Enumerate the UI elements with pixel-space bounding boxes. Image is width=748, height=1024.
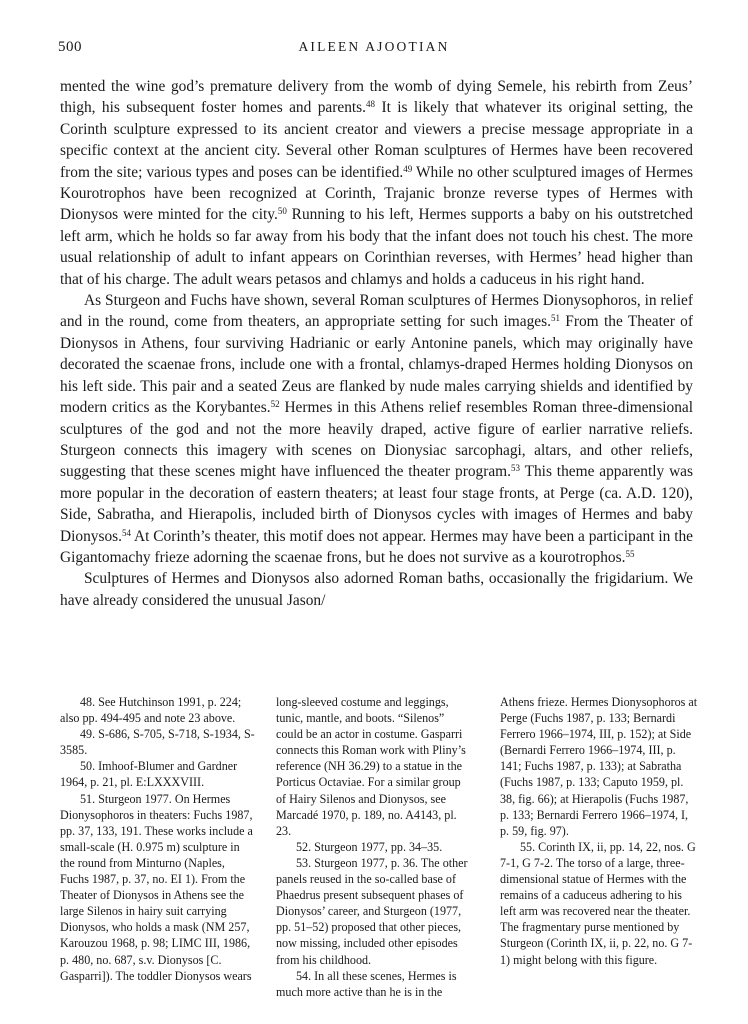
body-text-run: mented the wine god’s premature delivery from the womb of dying Semele, his rebirth from Zeus’ thigh, his subsequent foster homes and parents. <box>60 78 693 117</box>
footnote: 53. Sturgeon 1977, p. 36. The other panels reused in the so-called base of Phaedrus present subsequent phases of Dionysos’ career, and Sturgeon (1977, pp. 51–52) proposed that other pieces, now missing, included other episodes from his childhood. <box>276 855 468 967</box>
footnote: 48. See Hutchinson 1991, p. 224; also pp. 494-495 and note 23 above. <box>60 695 242 726</box>
main-text <box>60 76 693 611</box>
footnote-column-3 <box>500 694 700 968</box>
footnote: 52. Sturgeon 1977, pp. 34–35. <box>296 839 443 854</box>
footnote-reference: 55 <box>625 548 635 559</box>
footnote: 50. Imhoof-Blumer and Gardner 1964, p. 21, pl. E:LXXXVIII. <box>60 759 238 790</box>
footnote-column-2 <box>276 694 472 1000</box>
footnote-reference: 52 <box>270 399 280 410</box>
body-text-run: Hermes in this Athens relief resembles Roman three-dimensional sculptures of the god and not the more heavily draped, active figure of earlier narrative reliefs. Sturgeon connects this imagery with scenes on Dionysiac sarcophagi, altars, and other reliefs, suggesting that these scenes might have influenced the theater program. <box>60 399 693 481</box>
body-text-run: Running to his left, Hermes supports a baby on his outstretched left arm, which he holds so far away from his body that the infant does not touch his chest. The more usual relationship of adult to infant appears on Corinthian reverses, with Hermes’ head higher than that of his charge. The adult wears petasos and chlamys and holds a caduceus in his right hand. <box>60 206 693 288</box>
footnote-reference: 54 <box>122 527 131 538</box>
footnote: 51. Sturgeon 1977. On Hermes Dionysophoros in theaters: Fuchs 1987, pp. 37, 133, 191. These works include a small-scale (H. 0.975 m) sculpture in the round from Minturno (Naples, Fuchs 1987, p. 37, no. EI 1). From the Theater of Dionysos in Athens see the large Silenos in hairy suit carrying Dionysos, who holds a mask (NM 257, Karouzou 1968, p. 98; LIMC III, 1986, p. 480, no. 687, s.v. Dionysos [C. Gasparri]). The toddler Dionysos wears <box>60 791 253 983</box>
footnote: 49. S-686, S-705, S-718, S-1934, S-3585. <box>60 727 255 758</box>
body-text-run: While no other sculptured images of Hermes Kourotrophos have been recognized at Corinth, Trajanic bronze reverse types of Hermes with Dionysos were minted for the city. <box>60 163 693 224</box>
body-paragraph <box>60 76 693 290</box>
footnote-column-1 <box>60 694 256 984</box>
footnote-continuation: long-sleeved costume and leggings, tunic, mantle, and boots. “Silenos” could be an actor in costume. Gasparri connects this Roman work with Pliny’s reference (NH 36.29) to a statue in the Porticus Octaviae. For a similar group of Hairy Silenos and Dionysos, see Marcadé 1970, p. 189, no. A4143, pl. 23. <box>276 695 466 838</box>
body-text-run: It is likely that whatever its original setting, the Corinth sculpture expressed to its ancient creator and viewers a precise message appropriate in a specific context at the ancient city. Several other Roman sculptures of Hermes have been recovered from the site; various types and poses can be identified. <box>60 99 693 181</box>
footnote-reference: 49 <box>403 163 413 174</box>
body-text-run: This theme apparently was more popular in the decoration of eastern theaters; at least four stage fronts, at Perge (ca. A.D. 120), Side, Sabratha, and Hierapolis, included birth of Dionysos cycles with images of Hermes and baby Dionysos. <box>60 463 693 545</box>
footnote: 55. Corinth IX, ii, pp. 14, 22, nos. G 7-1, G 7-2. The torso of a large, three-dimensional statue of Hermes with the remains of a caduceus adhering to his left arm was recovered near the theater. The fragmentary purse mentioned by Sturgeon (Corinth IX, ii, p. 22, no. G 7-1) might belong with this figure. <box>500 839 696 967</box>
body-text-run: From the Theater of Dionysos in Athens, four surviving Hadrianic or early Antonine panels, which may originally have decorated the scaenae frons, include one with a frontal, chlamys-draped Hermes holding Dionysos on his left side. This pair and a seated Zeus are flanked by nude males carrying shields and identified by modern critics as the Korybantes. <box>60 313 693 417</box>
body-paragraph <box>60 290 693 568</box>
body-text-run: Sculptures of Hermes and Dionysos also adorned Roman baths, occasionally the frigidarium. We have already considered the unusual Jason/ <box>60 570 693 609</box>
footnote-reference: 51 <box>550 313 560 324</box>
page-header <box>58 39 690 61</box>
body-text-run: As Sturgeon and Fuchs have shown, several Roman sculptures of Hermes Dionysophoros, in relief and in the round, come from theaters, an appropriate setting for such images. <box>60 292 693 331</box>
body-text-run: At Corinth’s theater, this motif does not appear. Hermes may have been a participant in the Gigantomachy frieze adorning the scaenae frons, but he does not survive as a kourotrophos. <box>60 527 693 566</box>
footnote-reference: 53 <box>511 463 520 474</box>
body-paragraph <box>60 568 693 611</box>
footnote-reference: 48 <box>366 99 376 110</box>
footnote: 54. In all these scenes, Hermes is much more active than he is in the <box>276 968 457 999</box>
running-head: AILEEN AJOOTIAN <box>298 39 450 54</box>
footnote-continuation: Athens frieze. Hermes Dionysophoros at Perge (Fuchs 1987, p. 133; Bernardi Ferrero 1966–1974, III, p. 152); at Side (Bernardi Ferrero 1966–1974, III, p. 141; Fuchs 1987, p. 133); at Sabratha (Fuchs 1987, p. 133; Caputo 1959, pl. 38, fig. 66); at Hierapolis (Fuchs 1987, p. 133; Bernardi Ferrero 1966–1974, I, p. 59, fig. 97). <box>500 695 698 838</box>
footnote-reference: 50 <box>277 206 287 217</box>
page-number: 500 <box>58 39 82 55</box>
